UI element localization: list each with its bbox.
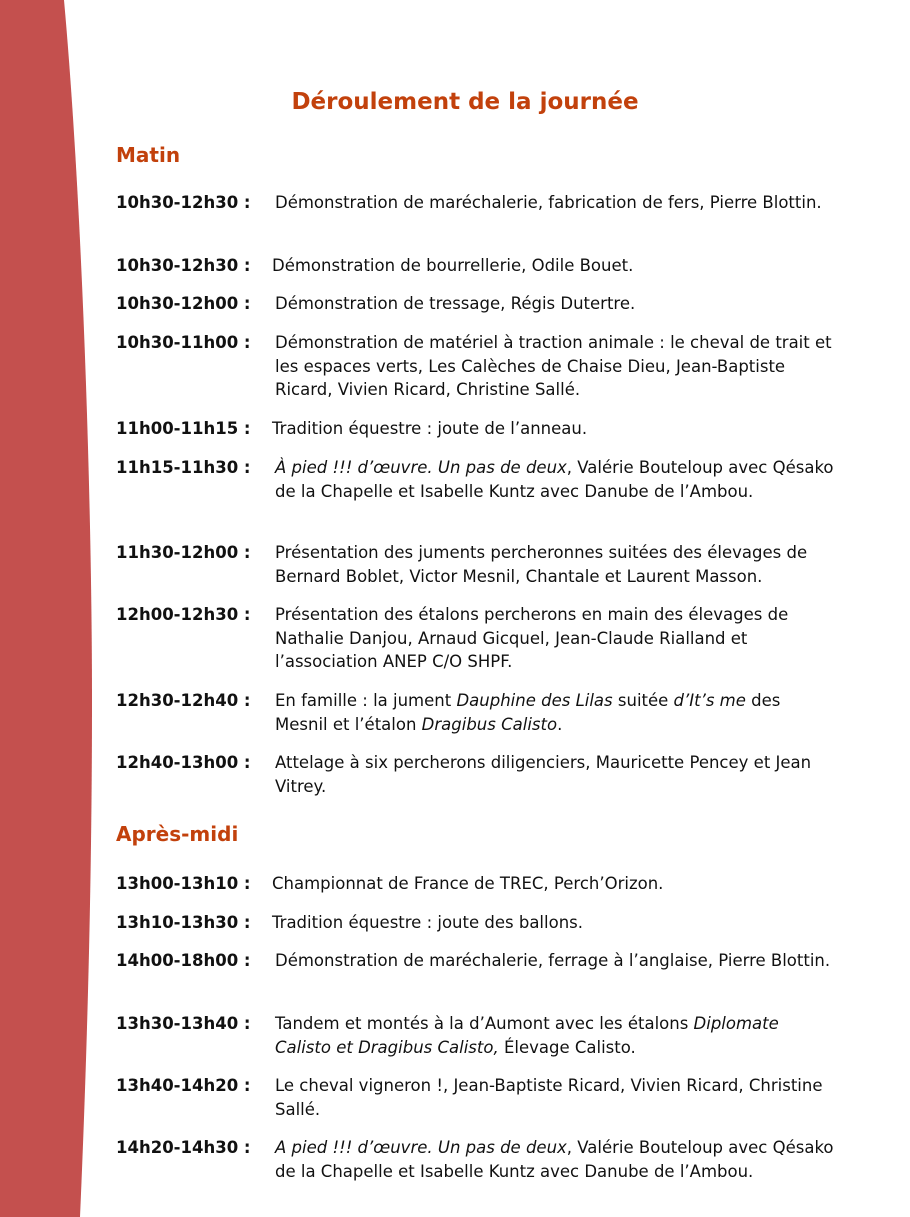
entry-text: , Valérie Bouteloup avec Qésako de la Chapelle et Isabelle Kuntz avec Danube de l’Ambou. [275,458,834,501]
entry-description [275,331,836,402]
entry-text: Attelage à six percherons diligenciers, Mauricette Pencey et Jean Vitrey. [275,753,812,796]
entry-text-italic: Dragibus Calisto [421,714,558,734]
entry-description [272,872,836,896]
entry-time: 13h30-13h40 : [116,1014,251,1033]
entry-text: Démonstration de bourrellerie, Odile Bouet. [272,256,634,275]
entry-text-italic: Diplomate Calisto et Dragibus Calisto, [275,1014,779,1057]
schedule-entry [116,1012,836,1059]
entry-description [275,191,836,215]
decorative-side-band [0,0,130,1217]
entry-description [275,751,836,798]
entry-time: 12h00-12h30 : [116,605,251,624]
entry-text: Démonstration de matériel à traction animale : le cheval de trait et les espaces verts, Les Calèches de Chaise Dieu, Jean-Baptiste Ricard, Vivien Ricard, Christine Sallé. [275,333,832,399]
schedule-entry [116,331,836,402]
entry-text: Championnat de France de TREC, Perch’Orizon. [272,874,664,893]
schedule-entry [116,689,836,736]
entry-text: suitée [612,691,674,710]
entry-time: 12h30-12h40 : [116,691,251,710]
entry-description [275,1136,836,1183]
schedule-entry [116,417,836,441]
schedule-entry [116,1074,836,1121]
entry-time: 12h40-13h00 : [116,753,251,772]
schedule-entry [116,751,836,798]
entry-description [275,603,836,674]
schedule-entry [116,1136,836,1183]
entry-description [275,292,836,316]
entry-text: Démonstration de tressage, Régis Dutertre. [275,294,636,313]
entry-time: 11h15-11h30 : [116,458,251,477]
entry-description [275,689,836,736]
schedule-entry [116,872,836,896]
entry-time: 10h30-12h30 : [116,256,251,275]
schedule-entry [116,254,836,278]
entry-time: 10h30-12h00 : [116,294,251,313]
entry-text-italic: d’It’s me [673,691,746,710]
entry-text-italic: À pied !!! d’œuvre. Un pas de deux [275,458,567,477]
entry-description [275,1012,836,1059]
entry-text: Démonstration de maréchalerie, fabrication de fers, Pierre Blottin. [275,193,822,212]
schedule-entry [116,949,836,973]
section-title-matin: Matin [116,143,181,167]
entry-text: Élevage Calisto. [498,1037,636,1057]
entry-text-italic: Dauphine des Lilas [456,691,613,710]
entry-description [272,911,836,935]
entry-time: 13h10-13h30 : [116,913,251,932]
entry-text: des Mesnil et l’étalon [275,691,781,734]
entry-time: 11h30-12h00 : [116,543,251,562]
schedule-entry [116,456,836,503]
schedule-entry [116,603,836,674]
entry-text: En famille : la jument [275,691,457,710]
entry-text: Tradition équestre : joute des ballons. [272,913,583,932]
entry-description [275,456,836,503]
entry-text: , Valérie Bouteloup avec Qésako de la Chapelle et Isabelle Kuntz avec Danube de l’Ambou. [275,1138,834,1181]
entry-time: 13h40-14h20 : [116,1076,251,1095]
entry-text: Tandem et montés à la d’Aumont avec les étalons [275,1014,694,1033]
entry-time: 11h00-11h15 : [116,419,251,438]
schedule-entry [116,191,836,215]
section-title-apres-midi: Après-midi [116,822,239,846]
entry-text-italic: A pied !!! d’œuvre. Un pas de deux [275,1138,567,1157]
entry-text: Présentation des étalons percherons en main des élevages de Nathalie Danjou, Arnaud Gicquel, Jean-Claude Rialland et l’association ANEP C/O SHPF. [275,605,789,671]
entry-time: 10h30-12h30 : [116,193,251,212]
entry-text: Présentation des juments percheronnes suitées des élevages de Bernard Boblet, Victor Mesnil, Chantale et Laurent Masson. [275,543,808,586]
schedule-entry [116,541,836,588]
page-title: Déroulement de la journée [291,89,639,115]
entry-text: Le cheval vigneron !, Jean-Baptiste Ricard, Vivien Ricard, Christine Sallé. [275,1076,823,1119]
entry-time: 13h00-13h10 : [116,874,251,893]
entry-time: 14h20-14h30 : [116,1138,251,1157]
entry-text: Démonstration de maréchalerie, ferrage à l’anglaise, Pierre Blottin. [275,951,831,970]
entry-description [275,949,836,973]
entry-description [272,417,836,441]
entry-text: . [557,714,563,734]
schedule-entry [116,911,836,935]
schedule-entry [116,292,836,316]
entry-description [275,541,836,588]
entry-time: 10h30-11h00 : [116,333,251,352]
entry-description [272,254,836,278]
entry-text: Tradition équestre : joute de l’anneau. [272,419,588,438]
entry-description [275,1074,836,1121]
entry-time: 14h00-18h00 : [116,951,251,970]
